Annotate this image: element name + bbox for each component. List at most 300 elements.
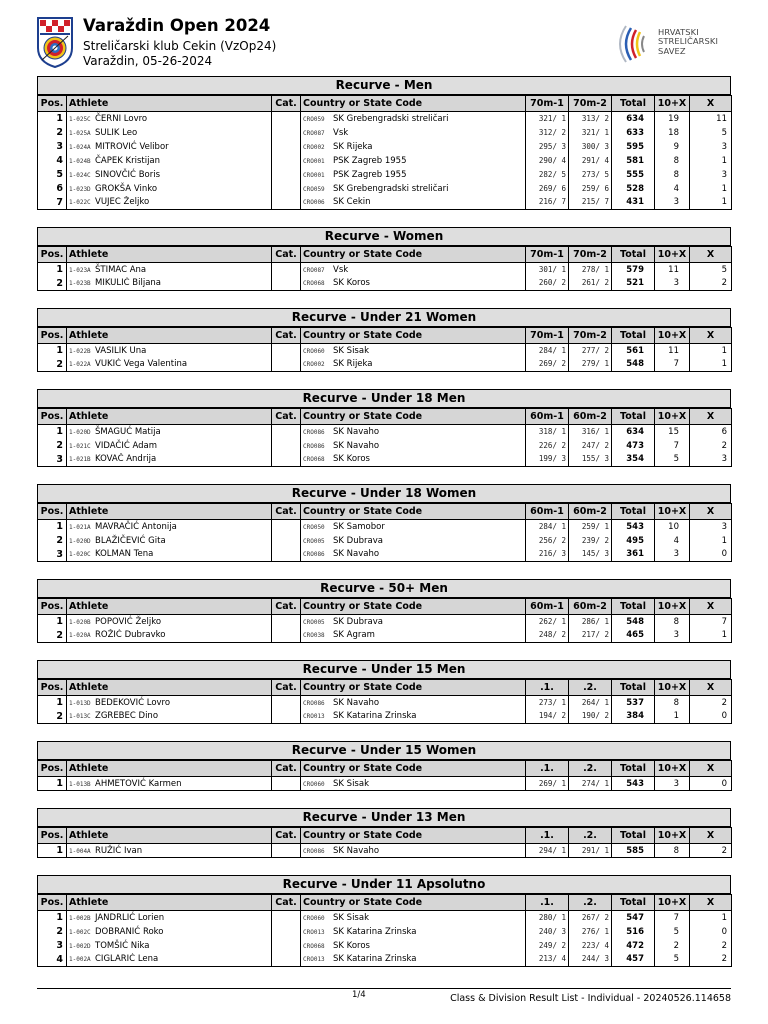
position-cell: 5 (38, 168, 67, 182)
category-cell (272, 548, 301, 562)
athlete-cell (67, 439, 272, 453)
column-header: .1. (526, 895, 569, 911)
column-header: Total (612, 96, 655, 112)
table-row (38, 277, 732, 291)
category-cell (272, 439, 301, 453)
ten-plus-x-count: 3 (655, 548, 690, 562)
athlete-name: VUJEC Željko (95, 197, 150, 208)
ten-plus-x-count: 3 (655, 777, 690, 791)
bib-number: 1-002D (69, 942, 91, 950)
country-cell (301, 710, 526, 724)
table-row (38, 925, 732, 939)
x-count: 7 (690, 615, 732, 629)
position-cell: 2 (38, 925, 67, 939)
ten-plus-x-count: 8 (655, 154, 690, 168)
distance-1-score: 290/ 4 (538, 155, 566, 165)
distance-1-score: 312/ 2 (538, 127, 566, 137)
bib-number: 1-025C (69, 115, 91, 123)
position-cell: 3 (38, 140, 67, 154)
column-header: .1. (526, 828, 569, 844)
athlete-cell (67, 925, 272, 939)
country-code: CRO050 (303, 523, 325, 531)
distance-1-score: 216/ 7 (538, 197, 566, 207)
distance-2-cell (569, 844, 612, 858)
column-header: 10+X (655, 680, 690, 696)
athlete-cell (67, 953, 272, 967)
distance-1-cell (526, 534, 569, 548)
column-header: Athlete (67, 247, 272, 263)
federation-name-line: STRELIČARSKI (658, 36, 718, 47)
bib-number: 1-020A (69, 632, 91, 640)
column-header: X (690, 680, 732, 696)
distance-2-score: 244/ 3 (581, 954, 609, 964)
distance-2-cell (569, 911, 612, 925)
country-cell (301, 263, 526, 277)
position-cell: 1 (38, 344, 67, 358)
category-cell (272, 939, 301, 953)
category-cell (272, 196, 301, 210)
athlete-cell (67, 182, 272, 196)
athlete-cell (67, 358, 272, 372)
distance-1-score: 280/ 1 (538, 912, 566, 922)
athlete-name: MIKULIĆ Biljana (95, 278, 162, 289)
column-header: 60m-1 (526, 504, 569, 520)
club-name: SK Cekin (333, 197, 371, 208)
distance-2-score: 215/ 7 (581, 197, 609, 207)
column-header: 70m-1 (526, 247, 569, 263)
distance-2-score: 261/ 2 (581, 278, 609, 288)
distance-1-cell (526, 548, 569, 562)
distance-1-score: 199/ 3 (538, 454, 566, 464)
distance-2-score: 300/ 3 (581, 141, 609, 151)
position-cell: 1 (38, 112, 67, 126)
country-cell (301, 344, 526, 358)
x-count: 5 (690, 263, 732, 277)
distance-2-cell (569, 439, 612, 453)
table-header-row (38, 761, 732, 777)
distance-1-cell (526, 439, 569, 453)
column-header: Total (612, 761, 655, 777)
x-count: 3 (690, 453, 732, 467)
position-cell: 1 (38, 777, 67, 791)
distance-2-cell (569, 953, 612, 967)
distance-1-cell (526, 182, 569, 196)
result-section (37, 389, 731, 467)
column-header: Pos. (38, 761, 67, 777)
club-name: SK Grebengradski streličari (333, 113, 449, 124)
country-code: CRO068 (303, 456, 325, 464)
ten-plus-x-count: 8 (655, 168, 690, 182)
distance-1-score: 282/ 5 (538, 169, 566, 179)
section-title: Recurve - Under 13 Men (37, 808, 731, 827)
column-header: Total (612, 504, 655, 520)
distance-2-cell (569, 939, 612, 953)
athlete-cell (67, 696, 272, 710)
distance-1-cell (526, 425, 569, 439)
column-header: Pos. (38, 680, 67, 696)
total-score: 354 (612, 453, 655, 467)
total-score: 543 (612, 520, 655, 534)
athlete-cell (67, 844, 272, 858)
athlete-cell (67, 548, 272, 562)
column-header: 10+X (655, 599, 690, 615)
column-header: Cat. (272, 895, 301, 911)
ten-plus-x-count: 7 (655, 911, 690, 925)
distance-2-cell (569, 277, 612, 291)
country-cell (301, 629, 526, 643)
ten-plus-x-count: 5 (655, 453, 690, 467)
distance-1-cell (526, 911, 569, 925)
section-title: Recurve - Women (37, 227, 731, 246)
distance-1-score: 273/ 1 (538, 697, 566, 707)
distance-2-cell (569, 344, 612, 358)
total-score: 548 (612, 358, 655, 372)
x-count: 2 (690, 844, 732, 858)
distance-2-cell (569, 126, 612, 140)
table-row (38, 154, 732, 168)
position-cell: 1 (38, 615, 67, 629)
column-header: Athlete (67, 828, 272, 844)
club-name: SK Sisak (333, 345, 369, 356)
club-name: SK Navaho (333, 426, 380, 437)
page-header (36, 14, 732, 72)
country-cell (301, 534, 526, 548)
x-count: 1 (690, 344, 732, 358)
column-header: .2. (569, 895, 612, 911)
distance-1-cell (526, 925, 569, 939)
distance-1-score: 260/ 2 (538, 278, 566, 288)
distance-1-score: 216/ 3 (538, 549, 566, 559)
column-header: 10+X (655, 96, 690, 112)
club-name: SK Katarina Zrinska (333, 926, 417, 937)
position-cell: 2 (38, 126, 67, 140)
category-cell (272, 710, 301, 724)
column-header: Total (612, 680, 655, 696)
results-sections (37, 76, 731, 984)
club-name: SK Grebengradski streličari (333, 183, 449, 194)
table-header-row (38, 680, 732, 696)
ten-plus-x-count: 11 (655, 344, 690, 358)
table-row (38, 425, 732, 439)
column-header: X (690, 328, 732, 344)
country-code: CRO001 (303, 157, 325, 165)
column-header: X (690, 599, 732, 615)
column-header: Country or State Code (301, 96, 526, 112)
column-header: X (690, 895, 732, 911)
total-score: 585 (612, 844, 655, 858)
column-header: Pos. (38, 504, 67, 520)
x-count: 2 (690, 953, 732, 967)
column-header: Cat. (272, 96, 301, 112)
x-count: 5 (690, 126, 732, 140)
column-header: Country or State Code (301, 328, 526, 344)
bib-number: 1-020C (69, 551, 91, 559)
position-cell: 2 (38, 629, 67, 643)
distance-2-cell (569, 696, 612, 710)
column-header: 10+X (655, 761, 690, 777)
athlete-name: BLAŽIČEVIĆ Gita (95, 535, 166, 546)
category-cell (272, 953, 301, 967)
country-code: CRO059 (303, 185, 325, 193)
category-cell (272, 140, 301, 154)
results-table (37, 327, 732, 372)
column-header: Country or State Code (301, 895, 526, 911)
country-code: CRO086 (303, 551, 325, 559)
ten-plus-x-count: 5 (655, 925, 690, 939)
column-header: Pos. (38, 828, 67, 844)
column-header: Athlete (67, 680, 272, 696)
position-cell: 6 (38, 182, 67, 196)
bib-number: 1-024C (69, 171, 91, 179)
table-header-row (38, 409, 732, 425)
column-header: Athlete (67, 96, 272, 112)
category-cell (272, 344, 301, 358)
column-header: Country or State Code (301, 761, 526, 777)
distance-1-cell (526, 168, 569, 182)
column-header: Total (612, 599, 655, 615)
position-cell: 3 (38, 939, 67, 953)
country-code: CRO013 (303, 928, 325, 936)
distance-1-cell (526, 696, 569, 710)
distance-1-cell (526, 953, 569, 967)
bib-number: 1-020D (69, 428, 91, 436)
club-name: SK Katarina Zrinska (333, 711, 417, 722)
country-cell (301, 615, 526, 629)
result-section (37, 227, 731, 291)
x-count: 3 (690, 140, 732, 154)
table-header-row (38, 828, 732, 844)
column-header: 60m-1 (526, 409, 569, 425)
country-code: CRO086 (303, 428, 325, 436)
total-score: 473 (612, 439, 655, 453)
country-cell (301, 277, 526, 291)
total-score: 521 (612, 277, 655, 291)
event-title: Varaždin Open 2024 (83, 16, 271, 35)
bib-number: 1-023D (69, 185, 91, 193)
club-name: SK Navaho (333, 697, 380, 708)
athlete-name: ČAPEK Kristijan (95, 155, 161, 166)
table-row (38, 126, 732, 140)
country-cell (301, 844, 526, 858)
column-header: Total (612, 247, 655, 263)
athlete-name: ROŽIĆ Dubravko (95, 630, 166, 641)
table-row (38, 629, 732, 643)
distance-1-score: 284/ 1 (538, 521, 566, 531)
table-row (38, 168, 732, 182)
distance-2-cell (569, 154, 612, 168)
distance-1-cell (526, 344, 569, 358)
total-score: 543 (612, 777, 655, 791)
athlete-cell (67, 425, 272, 439)
country-code: CRO005 (303, 618, 325, 626)
x-count: 1 (690, 154, 732, 168)
total-score: 579 (612, 263, 655, 277)
distance-1-score: 240/ 3 (538, 926, 566, 936)
table-header-row (38, 895, 732, 911)
table-row (38, 358, 732, 372)
column-header: Athlete (67, 328, 272, 344)
column-header: 70m-1 (526, 328, 569, 344)
athlete-name: DOBRANIĆ Roko (95, 926, 164, 937)
total-score: 595 (612, 140, 655, 154)
x-count: 0 (690, 777, 732, 791)
column-header: Cat. (272, 761, 301, 777)
column-header: Cat. (272, 828, 301, 844)
result-section (37, 76, 731, 210)
distance-1-cell (526, 154, 569, 168)
club-name: SK Rijeka (333, 359, 373, 370)
bib-number: 1-022A (69, 361, 91, 369)
athlete-name: ŠMAGUĆ Matija (95, 426, 161, 437)
distance-2-cell (569, 182, 612, 196)
distance-2-score: 276/ 1 (581, 926, 609, 936)
position-cell: 2 (38, 277, 67, 291)
country-cell (301, 911, 526, 925)
distance-2-score: 267/ 2 (581, 912, 609, 922)
country-code: CRO068 (303, 280, 325, 288)
column-header: 60m-2 (569, 599, 612, 615)
column-header: Country or State Code (301, 504, 526, 520)
distance-2-score: 259/ 6 (581, 183, 609, 193)
x-count: 1 (690, 534, 732, 548)
country-code: CRO038 (303, 632, 325, 640)
country-code: CRO086 (303, 442, 325, 450)
column-header: 70m-2 (569, 96, 612, 112)
distance-1-score: 295/ 3 (538, 141, 566, 151)
column-header: Pos. (38, 96, 67, 112)
country-cell (301, 696, 526, 710)
distance-2-cell (569, 710, 612, 724)
athlete-name: MITROVIĆ Velibor (95, 141, 169, 152)
results-table (37, 894, 732, 967)
total-score: 457 (612, 953, 655, 967)
distance-1-score: 294/ 1 (538, 845, 566, 855)
club-name: PSK Zagreb 1955 (333, 169, 407, 180)
total-score: 547 (612, 911, 655, 925)
distance-2-cell (569, 548, 612, 562)
bib-number: 1-020B (69, 618, 91, 626)
country-code: CRO060 (303, 780, 325, 788)
ten-plus-x-count: 8 (655, 696, 690, 710)
distance-2-score: 273/ 5 (581, 169, 609, 179)
club-name: SK Navaho (333, 440, 380, 451)
table-row (38, 534, 732, 548)
country-cell (301, 358, 526, 372)
table-row (38, 520, 732, 534)
category-cell (272, 844, 301, 858)
column-header: Pos. (38, 409, 67, 425)
bib-number: 1-013B (69, 780, 91, 788)
athlete-cell (67, 911, 272, 925)
distance-1-cell (526, 358, 569, 372)
distance-2-cell (569, 453, 612, 467)
distance-2-score: 155/ 3 (581, 454, 609, 464)
athlete-name: SINOVČIĆ Boris (95, 169, 161, 180)
column-header: 10+X (655, 409, 690, 425)
country-cell (301, 439, 526, 453)
athlete-name: KOVAČ Andrija (95, 454, 157, 465)
athlete-cell (67, 140, 272, 154)
bib-number: 1-021A (69, 523, 91, 531)
total-score: 634 (612, 112, 655, 126)
section-title: Recurve - Under 21 Women (37, 308, 731, 327)
distance-1-cell (526, 520, 569, 534)
distance-2-score: 286/ 1 (581, 616, 609, 626)
section-title: Recurve - Under 11 Apsolutno (37, 875, 731, 894)
column-header: 60m-2 (569, 409, 612, 425)
distance-1-score: 321/ 1 (538, 113, 566, 123)
distance-2-score: 279/ 1 (581, 359, 609, 369)
distance-1-cell (526, 126, 569, 140)
distance-1-score: 269/ 2 (538, 359, 566, 369)
distance-2-score: 291/ 1 (581, 845, 609, 855)
club-name: SK Koros (333, 454, 370, 465)
column-header: .1. (526, 680, 569, 696)
ten-plus-x-count: 2 (655, 939, 690, 953)
distance-2-score: 291/ 4 (581, 155, 609, 165)
table-row (38, 344, 732, 358)
x-count: 3 (690, 168, 732, 182)
athlete-cell (67, 615, 272, 629)
table-row (38, 263, 732, 277)
athlete-cell (67, 126, 272, 140)
bib-number: 1-013D (69, 699, 91, 707)
athlete-cell (67, 112, 272, 126)
bib-number: 1-002A (69, 956, 91, 964)
distance-2-cell (569, 629, 612, 643)
table-header-row (38, 247, 732, 263)
column-header: Athlete (67, 409, 272, 425)
club-name: SK Sisak (333, 912, 369, 923)
footer-report-name: Class & Division Result List - Individual - 20240526.114658 (450, 993, 731, 1004)
distance-1-score: 269/ 6 (538, 183, 566, 193)
bib-number: 1-024B (69, 157, 91, 165)
bib-number: 1-023A (69, 266, 91, 274)
total-score: 581 (612, 154, 655, 168)
x-count: 11 (690, 112, 732, 126)
club-name: SK Sisak (333, 778, 369, 789)
country-cell (301, 453, 526, 467)
column-header: 10+X (655, 895, 690, 911)
column-header: .1. (526, 761, 569, 777)
total-score: 431 (612, 196, 655, 210)
country-cell (301, 925, 526, 939)
table-row (38, 548, 732, 562)
event-organizer: Streličarski klub Cekin (VzOp24) (83, 39, 277, 53)
table-header-row (38, 96, 732, 112)
distance-2-score: 190/ 2 (581, 711, 609, 721)
column-header: X (690, 828, 732, 844)
result-section (37, 308, 731, 372)
x-count: 2 (690, 696, 732, 710)
table-row (38, 140, 732, 154)
column-header: 70m-2 (569, 247, 612, 263)
club-name: SK Koros (333, 278, 370, 289)
category-cell (272, 168, 301, 182)
column-header: .2. (569, 680, 612, 696)
distance-1-score: 284/ 1 (538, 345, 566, 355)
club-name: SK Koros (333, 940, 370, 951)
athlete-name: MAVRAČIĆ Antonija (95, 521, 177, 532)
table-row (38, 953, 732, 967)
distance-2-score: 264/ 1 (581, 697, 609, 707)
result-section (37, 875, 731, 967)
club-name: SK Dubrava (333, 535, 383, 546)
club-name: SK Rijeka (333, 141, 373, 152)
category-cell (272, 154, 301, 168)
distance-1-cell (526, 710, 569, 724)
column-header: 60m-2 (569, 504, 612, 520)
